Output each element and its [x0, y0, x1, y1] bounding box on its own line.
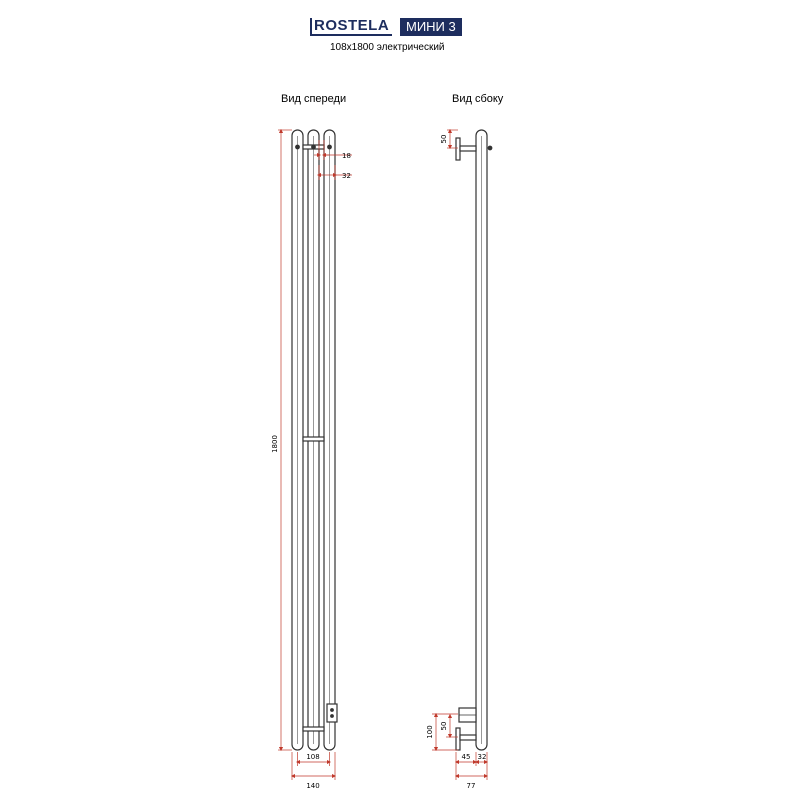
side-mount-hole [488, 146, 492, 150]
bottom-bracket-arm [460, 735, 476, 740]
dim-top-bracket-label: 50 [440, 134, 448, 144]
front-view-label: Вид спереди [281, 93, 347, 105]
heater-box [327, 704, 337, 722]
dim-pitch-label: 32 [342, 172, 351, 180]
dim-depth-b-label: 32 [477, 753, 487, 761]
top-bracket-plate [456, 138, 460, 160]
mount-hole-right [328, 145, 332, 149]
bottom-bracket-plate [456, 728, 460, 750]
model-badge: МИНИ 3 [400, 18, 462, 36]
dim-side-total-label: 77 [466, 782, 476, 790]
side-view [456, 130, 492, 750]
side-view-label: Вид сбоку [452, 93, 504, 105]
product-subtitle: 108x1800 электрический [330, 42, 445, 53]
mount-hole-middle [312, 145, 316, 149]
dim-depth-a-label: 45 [461, 753, 471, 761]
brand-name: ROSTELA [310, 18, 392, 36]
dim-gap-label: 18 [342, 152, 351, 160]
mount-hole-left [296, 145, 300, 149]
connector-middle [303, 437, 324, 441]
dim-bracket-height-label: 100 [426, 725, 434, 739]
dim-bracket-offset-label: 50 [440, 721, 448, 731]
front-view [292, 130, 337, 750]
connector-bottom [303, 727, 324, 731]
dim-height-label: 1800 [271, 435, 279, 453]
dim-mount-width-label: 108 [306, 753, 320, 761]
dim-total-width-label: 140 [306, 782, 320, 790]
top-bracket-arm [460, 146, 476, 151]
